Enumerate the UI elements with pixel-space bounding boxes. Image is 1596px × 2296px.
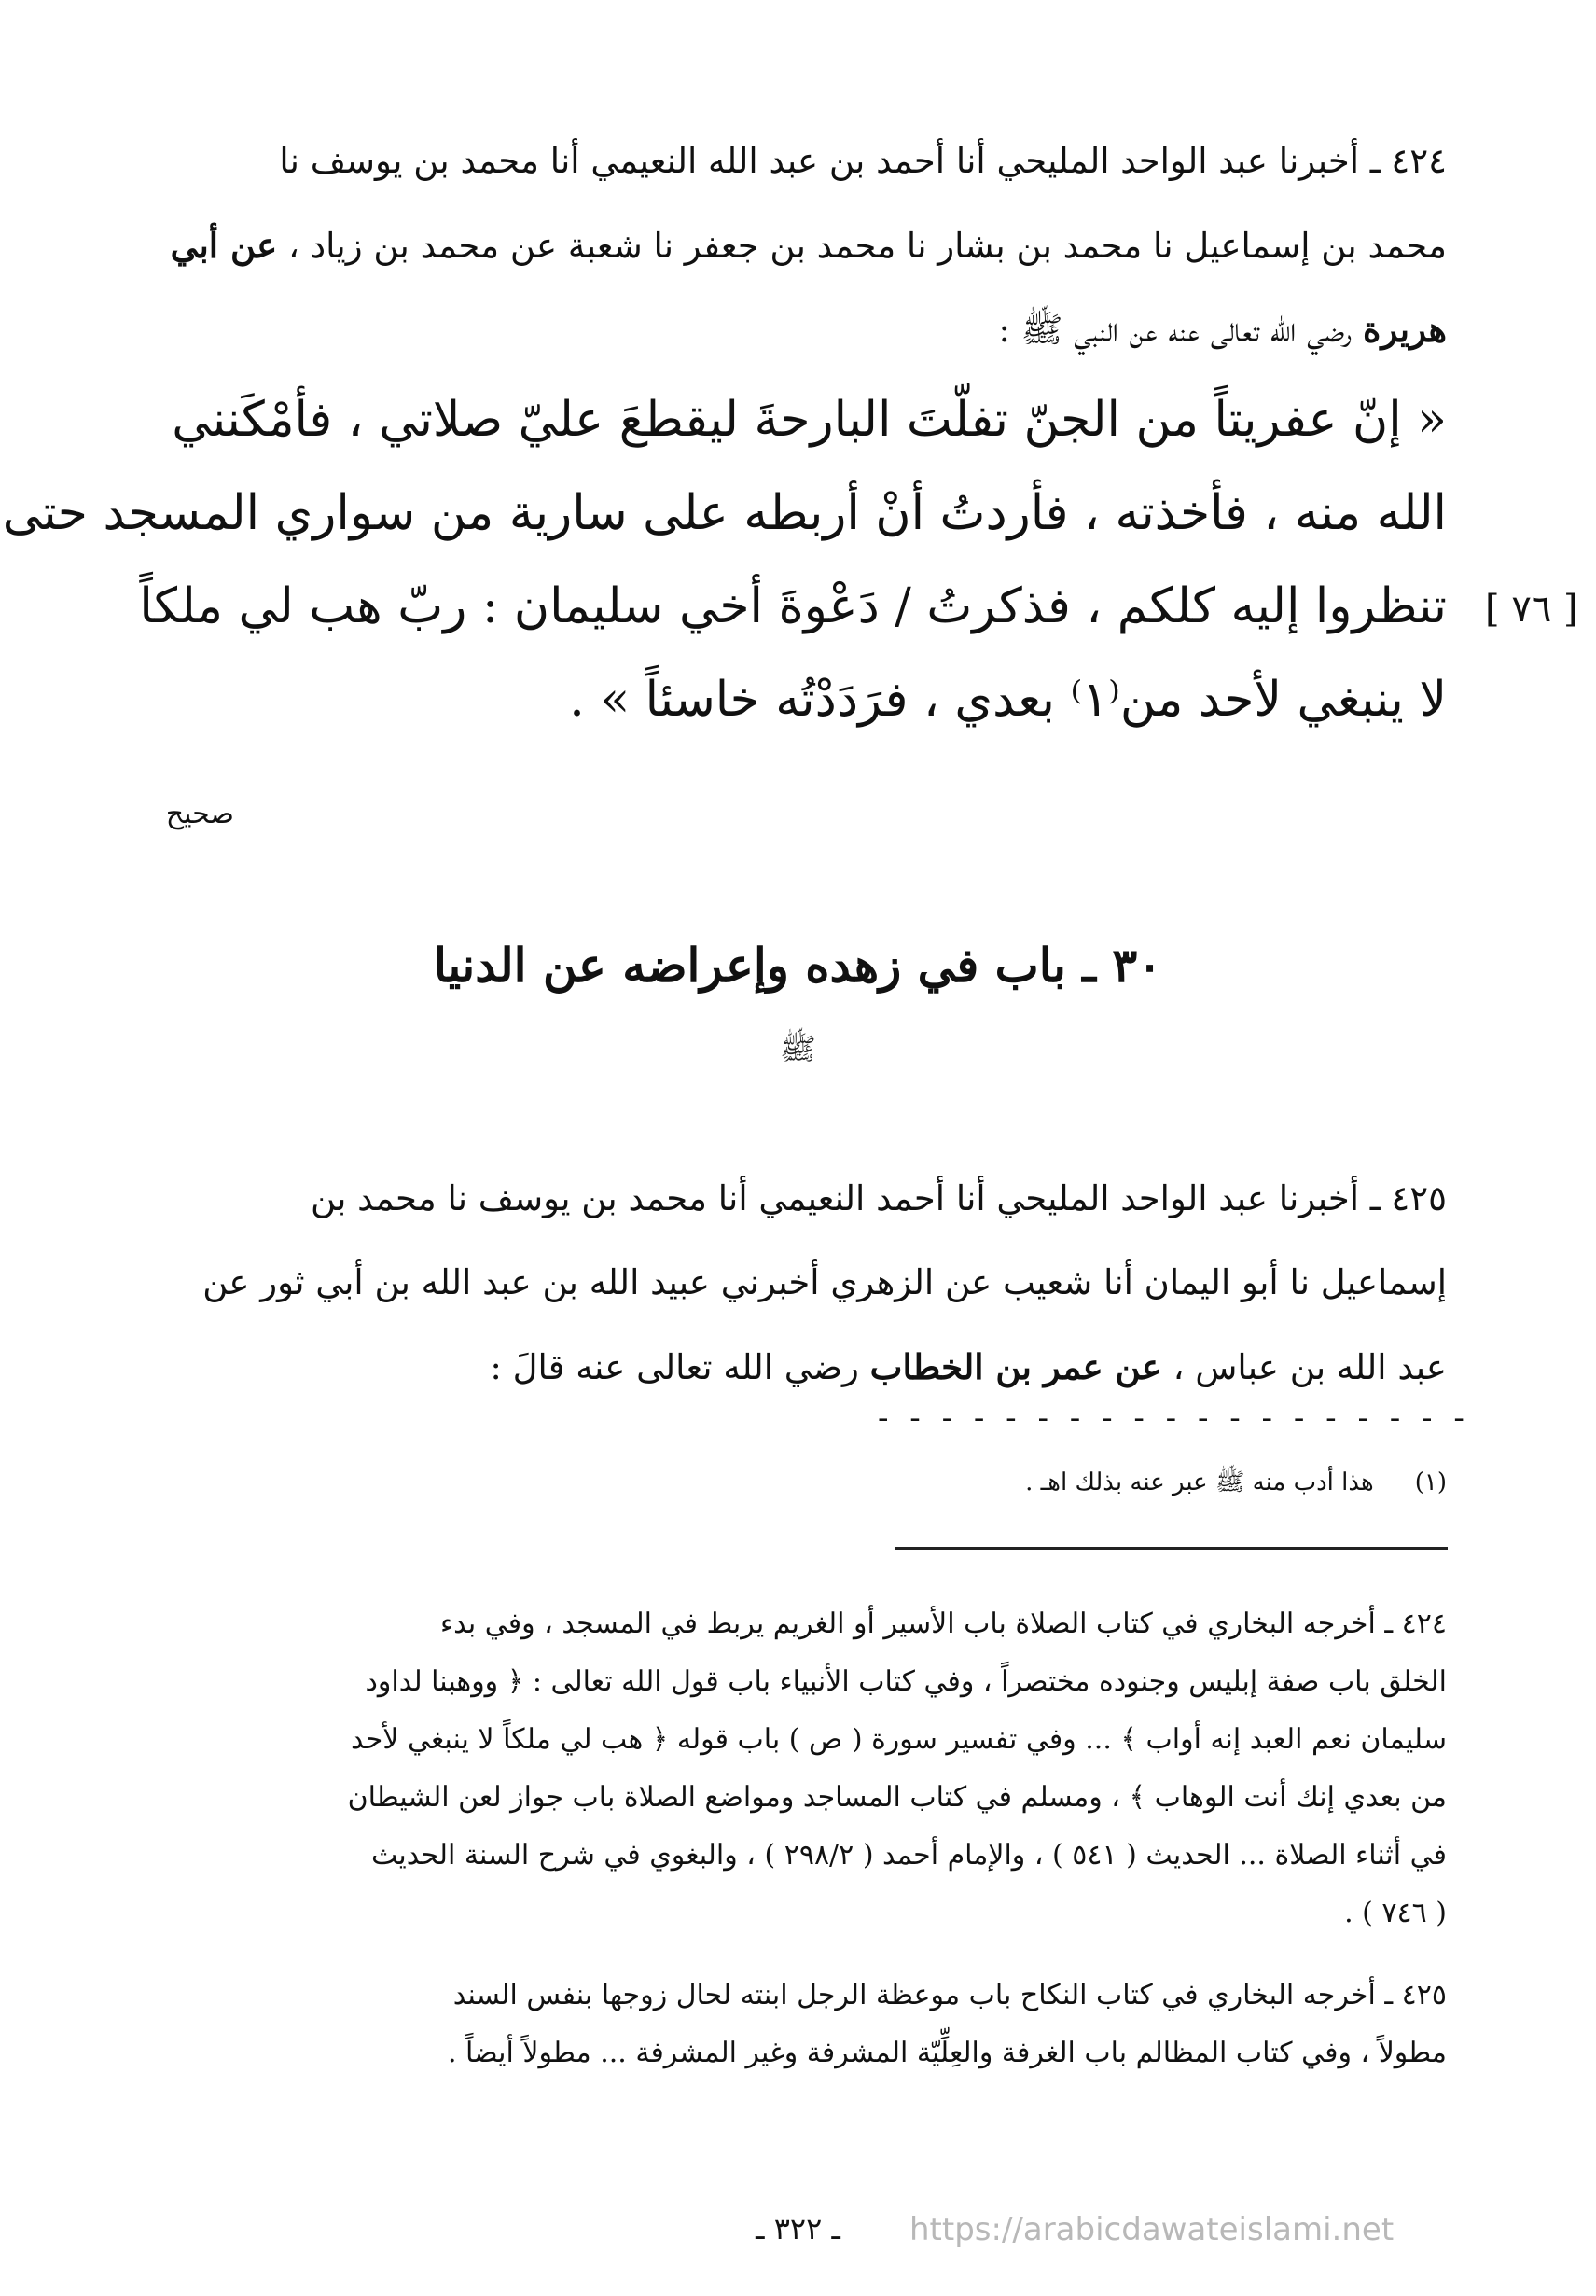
- narrator-abu-huraira-1: عن أبي: [170, 225, 278, 266]
- hadith-425-line-1: ٤٢٥ ـ أخبرنا عبد الواحد المليحي أنا أحمد النعيمي أنا محمد بن يوسف نا محمد بن: [310, 1178, 1447, 1218]
- note-425-line-2: مطولاً ، وفي كتاب المظالم باب الغرفة والعِلِّيّة المشرفة وغير المشرفة ... مطولاً أيضاً .: [447, 2037, 1447, 2069]
- hadith-424-line-1: ٤٢٤ ـ أخبرنا عبد الواحد المليحي أنا أحمد بن عبد الله النعيمي أنا محمد بن يوسف نا: [279, 141, 1447, 181]
- note-424-line-5: في أثناء الصلاة ... الحديث ( ٥٤١ ) ، والإمام أحمد ( ٢٩٨/٢ ) ، والبغوي في شرح السنة الحديث: [370, 1839, 1447, 1872]
- hadith-425-line-3-head: عبد الله بن عباس ،: [1173, 1347, 1447, 1387]
- salutation-glyph: ﷺ: [780, 1031, 816, 1066]
- note-424-line-1: ٤٢٤ ـ أخرجه البخاري في كتاب الصلاة باب الأسير أو الغريم يربط في المسجد ، وفي بدء: [440, 1607, 1447, 1640]
- footnote-text: هذا أدب منه ﷺ عبر عنه بذلك اهـ .: [1025, 1468, 1374, 1496]
- hadith-424-line-2: [150, 203, 1447, 287]
- hadith-424-line-3: [150, 287, 1447, 371]
- note-424-line-6: ( ٧٤٦ ) .: [1344, 1897, 1447, 1929]
- footnote-separator: - - - - - - - - - - - - - - - - - - -: [878, 1399, 1470, 1437]
- notes-divider: [895, 1547, 1448, 1550]
- hadith-424-matn: [2, 373, 1447, 746]
- narrator-abu-huraira-2: هريرة: [1362, 309, 1447, 350]
- footnote: [150, 1467, 1447, 1502]
- narrator-umar: عن عمر بن الخطاب: [869, 1346, 1162, 1387]
- hadith-424-line-2-text: محمد بن إسماعيل نا محمد بن بشار نا محمد بن جعفر نا شعبة عن محمد بن زياد ،: [287, 226, 1447, 266]
- hadith-grade: صحيح: [165, 798, 234, 830]
- hadith-424-line-3-text: رضي الله تعالى عنه عن النبي ﷺ :: [998, 310, 1353, 350]
- margin-page-reference: [ ٧٦ ]: [1485, 588, 1578, 631]
- chapter-heading: ٣٠ ـ باب في زهده وإعراضه عن الدنيا: [433, 938, 1163, 993]
- watermark: https://arabicdawateislami.net: [909, 2211, 1395, 2248]
- takhrij-notes: [150, 1595, 1447, 2082]
- note-424-line-3: سليمان نعم العبد إنه أواب ﴾ ... وفي تفسير سورة ( ص ) باب قوله ﴿ هب لي ملكاً لا ينبغي لأحد: [351, 1723, 1447, 1756]
- hadith-425: [150, 1157, 1447, 1409]
- hadith-425-line-3-tail: رضي الله تعالى عنه قالَ :: [490, 1347, 859, 1387]
- note-424-line-4: من بعدي إنك أنت الوهاب ﴾ ، ومسلم في كتاب المساجد ومواضع الصلاة باب جواز لعن الشيطان: [347, 1781, 1447, 1814]
- note-424-line-2: الخلق باب صفة إبليس وجنوده مختصراً ، وفي كتاب الأنبياء باب قول الله تعالى : ﴿ ووهبنا لداود: [365, 1665, 1447, 1698]
- matn-line-4: لا ينبغي لأحد من⁽١⁾ بعدي ، فرَدَدْتُه خاسئاً » .: [569, 672, 1447, 728]
- note-425-line-1: ٤٢٥ ـ أخرجه البخاري في كتاب النكاح باب موعظة الرجل ابنته لحال زوجها بنفس السند: [452, 1979, 1447, 2011]
- hadith-425-line-3: [150, 1325, 1447, 1409]
- hadith-425-line-2: إسماعيل نا أبو اليمان أنا شعيب عن الزهري أخبرني عبيد الله بن عبد الله بن أبي ثور عن: [202, 1262, 1447, 1302]
- hadith-424: [150, 119, 1447, 371]
- matn-line-2: الله منه ، فأخذته ، فأردتُ أنْ أربطه على سارية من سواري المسجد حتى: [2, 485, 1447, 541]
- footnote-mark: (١): [1414, 1468, 1447, 1496]
- notes-gap: [150, 1942, 1447, 1967]
- matn-line-1: « إنّ عفريتاً من الجنّ تفلّتَ البارحةَ ليقطعَ عليّ صلاتي ، فأمْكَنني: [172, 392, 1447, 448]
- page-number: ـ ٣٢٢ ـ: [756, 2211, 840, 2247]
- matn-line-3: تنظروا إليه كلكم ، فذكرتُ / دَعْوةَ أخي سليمان : ربّ هب لي ملكاً: [139, 578, 1447, 634]
